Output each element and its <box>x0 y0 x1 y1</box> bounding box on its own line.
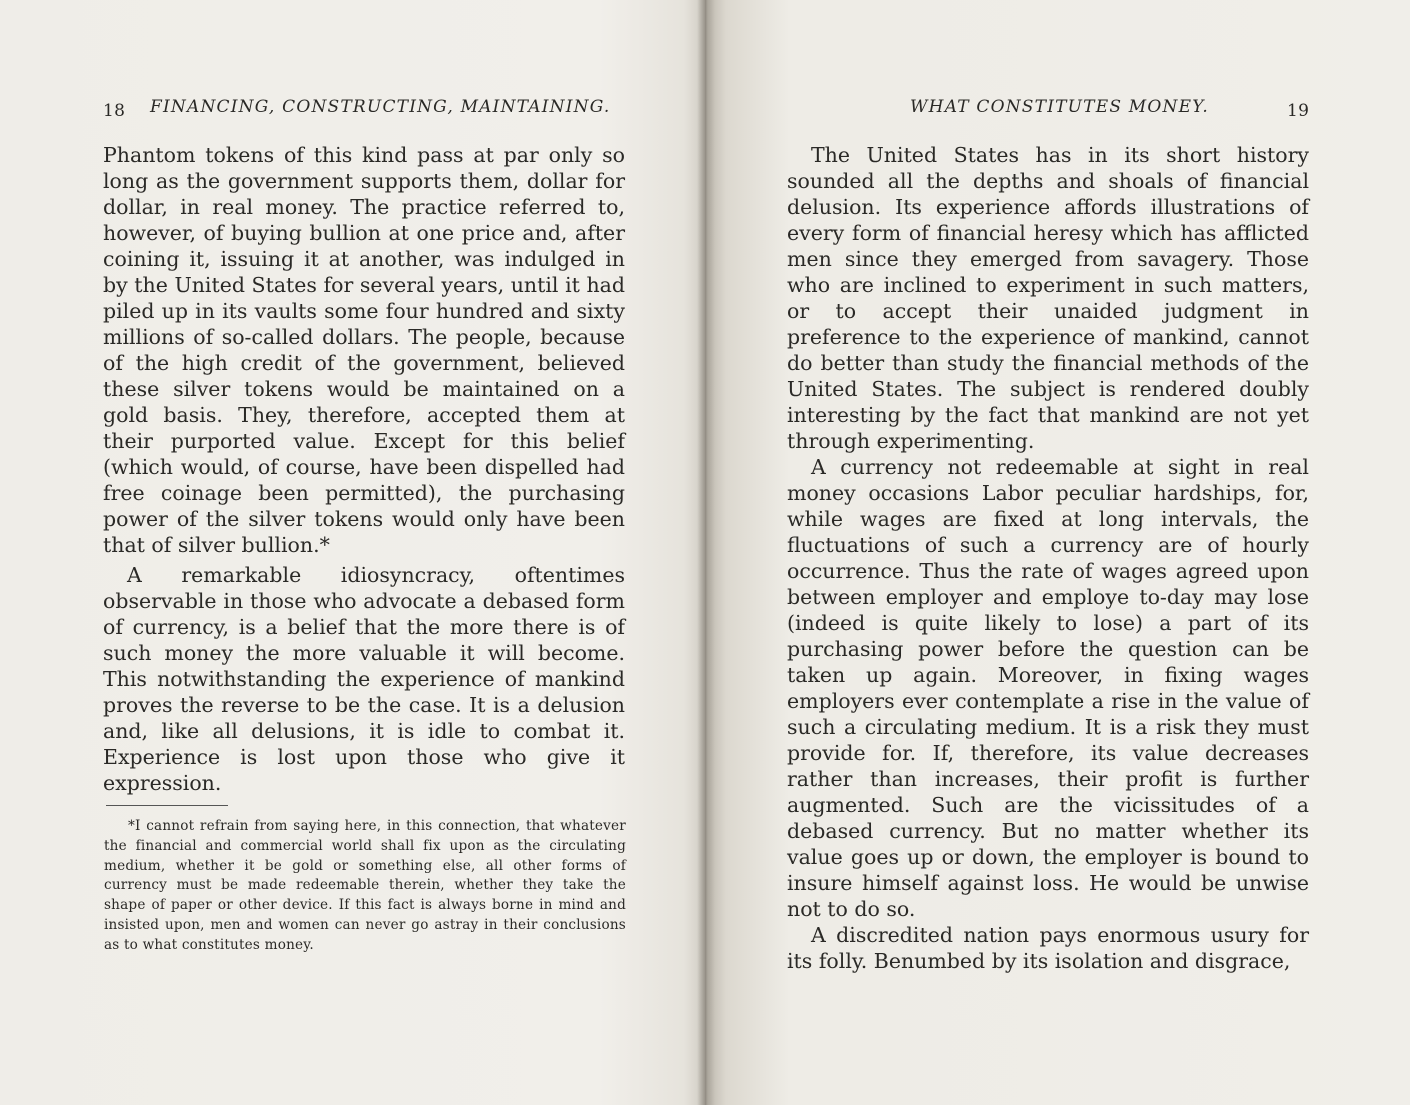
running-head: FINANCING, CONSTRUCTING, MAINTAINING. <box>150 97 611 117</box>
paragraph: A discredited nation pays enormous usury for its folly. Benumbed by its isolation and disgrace, <box>787 923 1309 973</box>
footnote <box>104 817 626 956</box>
left-body-text <box>103 142 625 796</box>
footnote-text: *I cannot refrain from saying here, in this connection, that whatever the financial and commercial world shall fix upon as the circulating medium, whether it be gold or something else, all other forms of currency must be made redeemable therein, whether they take the shape of paper or other device. If this fact is always borne in mind and insisted upon, men and women can never go astray in their conclusions as to what constitutes money. <box>104 818 626 953</box>
page-number: 18 <box>103 101 126 121</box>
paragraph: The United States has in its short history sounded all the depths and shoals of financial delusion. Its experience affords illustrations of every form of financial heresy which has afflicted men since they emerged from savagery. Those who are inclined to experiment in such matters, or to accept their unaided judgment in preference to the experience of mankind, cannot do better than study the financial methods of the United States. The subject is rendered doubly interesting by the fact that mankind are not yet through experimenting. <box>787 143 1309 453</box>
paragraph: A currency not redeemable at sight in real money occasions Labor peculiar hardships, for, while wages are fixed at long intervals, the fluctuations of such a currency are of hourly occurrence. Thus the rate of wages agreed upon between employer and employe to-day may lose (indeed is quite likely to lose) a part of its purchasing power before the question can be taken up again. Moreover, in fixing wages employers ever contemplate a rise in the value of such a circulating medium. It is a risk they must provide for. If, therefore, its value decreases rather than increases, their profit is further augmented. Such are the vicissitudes of a debased currency. But no matter whether its value goes up or down, the employer is bound to insure himself against loss. He would be unwise not to do so. <box>787 455 1309 921</box>
right-page <box>705 0 1410 1105</box>
running-head: WHAT CONSTITUTES MONEY. <box>910 97 1210 117</box>
book-gutter <box>697 0 715 1105</box>
page-number: 19 <box>1287 101 1310 121</box>
paragraph: A remarkable idiosyncracy, oftentimes observable in those who advocate a debased form of currency, is a belief that the more there is of such money the more valuable it will become. This notwithstanding the experience of mankind proves the reverse to be the case. It is a delusion and, like all delusions, it is idle to combat it. Experience is lost upon those who give it expression. <box>103 563 625 795</box>
right-body-text <box>787 142 1309 974</box>
paragraph: Phantom tokens of this kind pass at par only so long as the government supports them, dollar for dollar, in real money. The practice referred to, however, of buying bullion at one price and, after coining it, issuing it at another, was indulged in by the United States for several years, until it had piled up in its vaults some four hundred and sixty millions of so-called dollars. The people, because of the high credit of the government, believed these silver tokens would be maintained on a gold basis. They, therefore, accepted them at their purported value. Except for this belief (which would, of course, have been dispelled had free coinage been permitted), the purchasing power of the silver tokens would only have been that of silver bullion.* <box>103 143 625 557</box>
footnote-rule <box>106 805 228 806</box>
